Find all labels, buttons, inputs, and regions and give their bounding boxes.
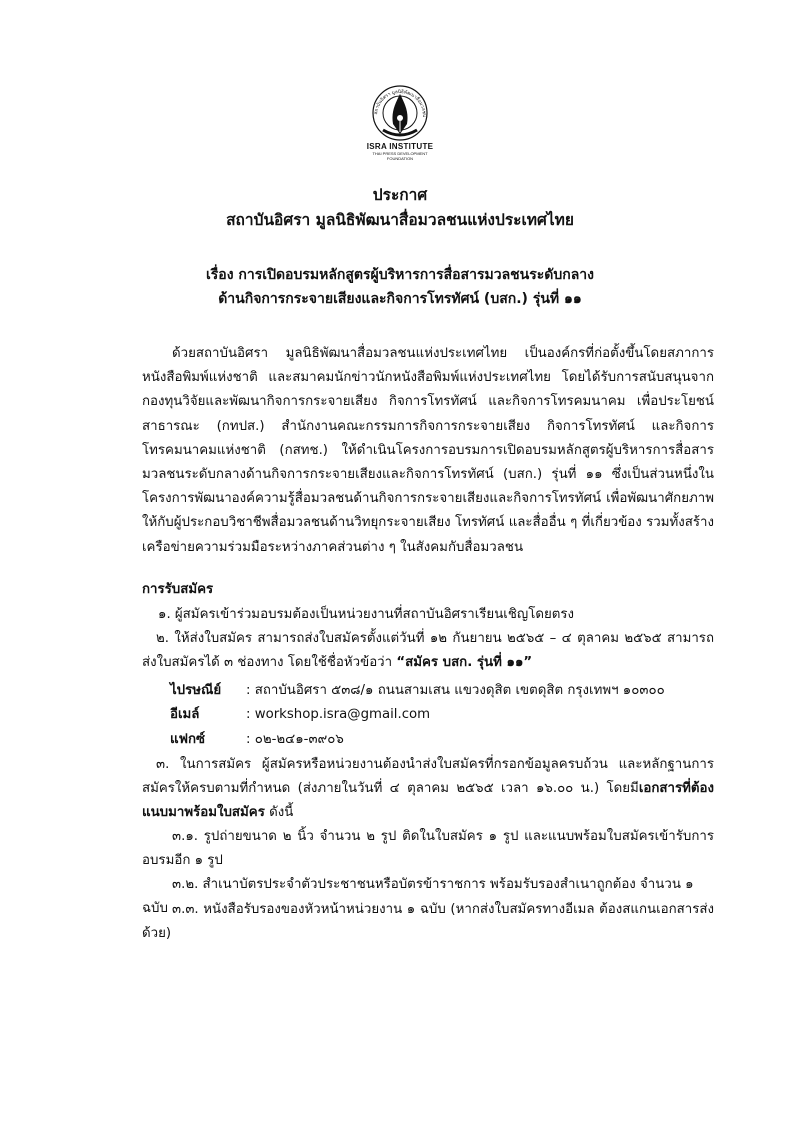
- application-item-3-tail: ดังนี้: [264, 805, 294, 820]
- application-item-3-text: ๓. ในการสมัคร ผู้สมัครหรือหน่วยงานต้องนำส่งใบสมัครที่กรอกข้อมูลครบถ้วน และหลักฐานการสมัครให้ครบตามที่กำหนด (ส่งภายในวันที่ ๔ ตุลาคม ๒๕๖๕ เวลา ๑๖.๐๐ น.) โดยมี: [142, 757, 714, 796]
- organization-name: สถาบันอิศรา มูลนิธิพัฒนาสื่อมวลชนแห่งประเทศไทย: [226, 211, 574, 229]
- contact-post-label: ไปรษณีย์: [170, 683, 222, 698]
- body-paragraph: [142, 342, 714, 560]
- body-paragraph-text: ด้วยสถาบันอิศรา มูลนิธิพัฒนาสื่อมวลชนแห่งประเทศไทย เป็นองค์กรที่ก่อตั้งขึ้นโดยสภาการหนังสือพิมพ์แห่งชาติ และสมาคมนักข่าวนักหนังสือพิมพ์แห่งประเทศไทย โดยได้รับการสนับสนุนจากกองทุนวิจัยและพัฒนากิจการกระจายเสียง กิจการโทรทัศน์ และกิจการโทรคมนาคม เพื่อประโยชน์สาธารณะ (กทปส.) สำนักงานคณะกรรมการกิจการกระจายเสียง กิจการโทรทัศน์ และกิจการโทรคมนาคมแห่งชาติ (กสทช.) ให้ดำเนินโครงการอบรมการเปิดอบรมหลักสูตรผู้บริหารการสื่อสารมวลชนระดับกลางด้านกิจการกระจายเสียงและกิจการโทรทัศน์ (บสก.) รุ่นที่ ๑๑ ซึ่งเป็นส่วนหนึ่งในโครงการพัฒนาองค์ความรู้สื่อมวลชนด้านกิจการกระจายเสียงและกิจการโทรทัศน์ เพื่อพัฒนาศักยภาพให้กับผู้ประกอบวิชาชีพสื่อมวลชนด้านวิทยุกระจายเสียง โทรทัศน์ และสื่ออื่น ๆ ที่เกี่ยวข้อง รวมทั้งสร้างเครือข่ายความร่วมมือระหว่างภาคส่วนต่าง ๆ ในสังคมกับสื่อมวลชน: [142, 346, 714, 555]
- contact-fax-label: แฟกซ์: [170, 732, 206, 747]
- subject-line-2: ด้านกิจการกระจายเสียงและกิจการโทรทัศน์ (บสก.) รุ่นที่ ๑๑: [218, 291, 582, 307]
- isra-logo: [350, 82, 450, 161]
- contact-email: [170, 703, 710, 727]
- application-heading: การรับสมัคร: [142, 582, 214, 597]
- application-item-1: [142, 603, 716, 627]
- document-item-3-3: [142, 898, 714, 946]
- announcement-title: ประกาศ: [372, 186, 428, 204]
- document-item-3-3-text: ๓.๓. หนังสือรับรองของหัวหน้าหน่วยงาน ๑ ฉบับ (หากส่งใบสมัครทางอีเมล ต้องสแกนเอกสารส่งด้วย): [142, 902, 714, 941]
- logo-arc-text: สถาบันอิศรา มูลนิธิพัฒนาสื่อมวลชน: [374, 89, 427, 118]
- application-subject-keyword: “สมัคร บสก. รุ่นที่ ๑๑”: [396, 655, 533, 670]
- logo-institute-name: ISRA INSTITUTE: [366, 142, 434, 151]
- document-item-3-1: [142, 825, 714, 873]
- logo-foundation-line2: FOUNDATION: [386, 155, 414, 161]
- application-item-2: [142, 627, 714, 675]
- required-documents-label: เอกสารที่ต้องแนบมาพร้อมใบสมัคร: [142, 781, 714, 820]
- contact-fax: [170, 728, 710, 752]
- logo-foundation-line1: THAI PRESS DEVELOPMENT: [372, 150, 428, 156]
- document-item-3-2-text: ๓.๒. สำเนาบัตรประจำตัวประชาชนหรือบัตรข้าราชการ พร้อมรับรองสำเนาถูกต้อง จำนวน ๑ ฉบับ: [142, 877, 694, 916]
- isra-emblem-icon: [369, 82, 431, 142]
- application-item-3: [142, 753, 714, 825]
- document-item-3-1-text: ๓.๑. รูปถ่ายขนาด ๒ นิ้ว จำนวน ๒ รูป ติดในใบสมัคร ๑ รูป และแนบพร้อมใบสมัครเข้ารับการอบรมอีก ๑ รูป: [142, 829, 714, 868]
- application-item-2-text: ๒. ให้ส่งใบสมัคร สามารถส่งใบสมัครตั้งแต่วันที่ ๑๒ กันยายน ๒๕๖๕ – ๔ ตุลาคม ๒๕๖๕ สามารถส่งใบสมัครได้ ๓ ช่องทาง โดยใช้ชื่อหัวข้อว่า: [142, 631, 714, 670]
- subject-line-1: เรื่อง การเปิดอบรมหลักสูตรผู้บริหารการสื่อสารมวลชนระดับกลาง: [206, 267, 594, 283]
- contact-fax-value: : ๐๒-๒๔๑-๓๙๐๖: [246, 732, 344, 747]
- contact-email-label: อีเมล์: [170, 707, 200, 722]
- contact-email-value: : workshop.isra@gmail.com: [246, 707, 431, 722]
- contact-post: [170, 679, 710, 703]
- contact-post-value: : สถาบันอิศรา ๕๓๘/๑ ถนนสามเสน แขวงดุสิต เขตดุสิต กรุงเทพฯ ๑๐๓๐๐: [246, 683, 665, 698]
- application-item-1-text: ๑. ผู้สมัครเข้าร่วมอบรมต้องเป็นหน่วยงานที่สถาบันอิศราเรียนเชิญโดยตรง: [158, 607, 575, 622]
